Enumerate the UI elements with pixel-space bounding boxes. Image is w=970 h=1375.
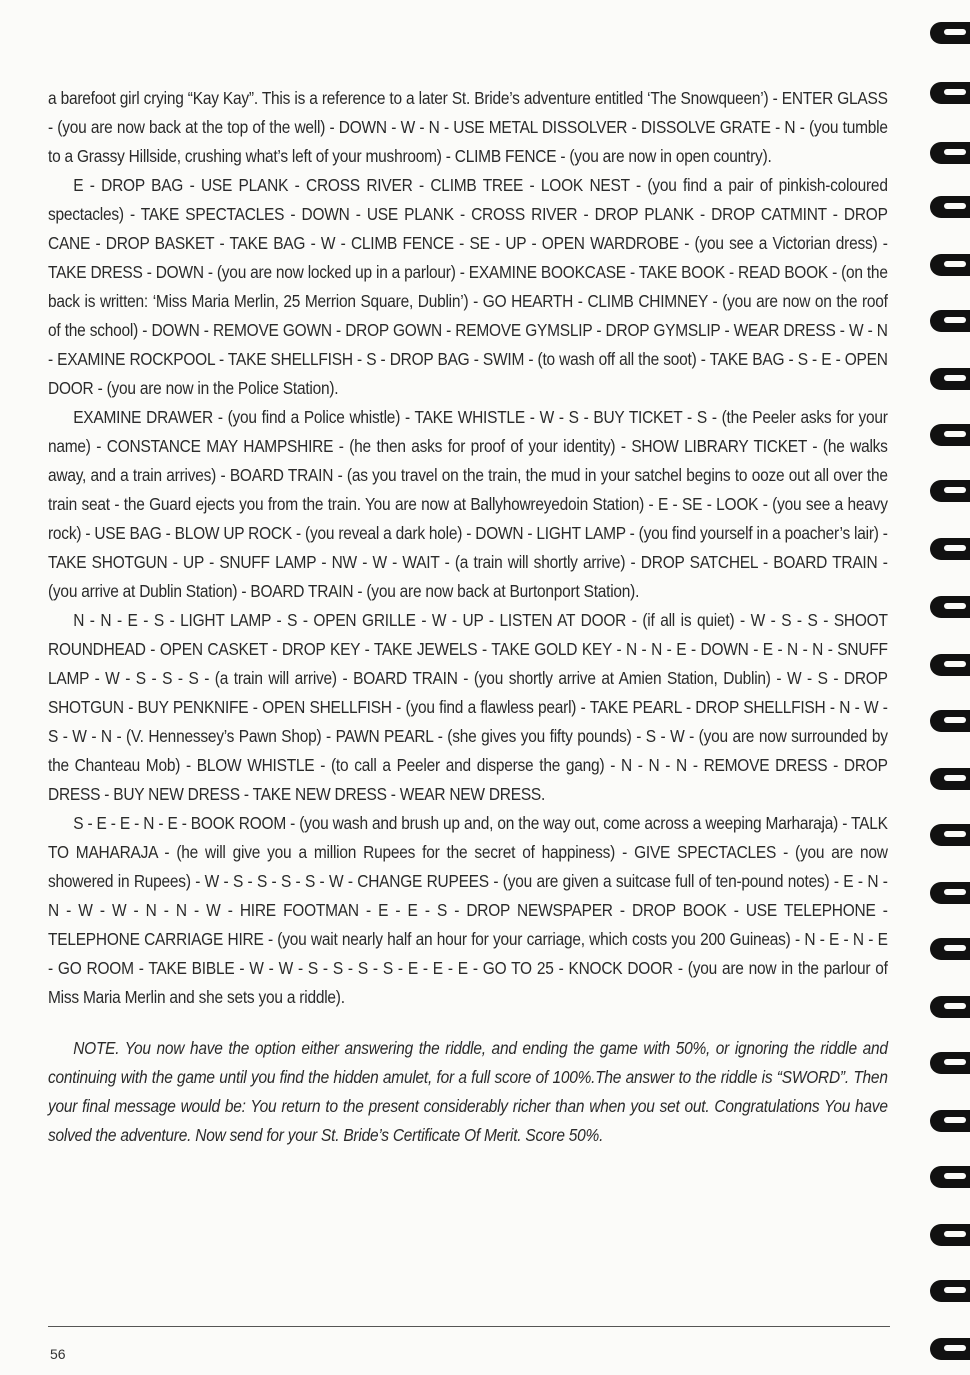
footer-rule	[48, 1326, 890, 1327]
paragraph-3: EXAMINE DRAWER - (you find a Police whistle) - TAKE WHISTLE - W - S - BUY TICKET - S - (the Peeler asks for your name) - CONSTANCE MAY HAMPSHIRE - (he then asks for proof of your identity) - SHOW LIBRARY TICKET - (he walks away, and a train arrives) - BOARD TRAIN - (as you travel on the train, the mud in your satchel begins to ooze out all over the train seat - the Guard ejects you from the train. You are now at Ballyhowreyedoin Station) - E - SE - LOOK - (you see a heavy rock) - USE BAG - BLOW UP ROCK - (you reveal a dark hole) - DOWN - LIGHT LAMP - (you find yourself in a poacher’s lair) - TAKE SHOTGUN - UP - SNUFF LAMP - NW - W - WAIT - (a train will shortly arrive) - DROP SATCHEL - BOARD TRAIN - (you arrive at Dublin Station) - BOARD TRAIN - (you are now back at Burtonport Station).	[48, 407, 888, 601]
binding-ring	[930, 1052, 970, 1074]
binding-ring	[930, 938, 970, 960]
binding-ring	[930, 1338, 970, 1360]
paragraph-1: a barefoot girl crying “Kay Kay”. This is a reference to a later St. Bride’s adventure entitled ‘The Snowqueen’) - ENTER GLASS - (you are now back at the top of the well) - DOWN - W - N - USE METAL DISSOLVER - DISSOLVE GRATE - N - (you tumble to a Grassy Hillside, crushing what’s left of your mushroom) - CLIMB FENCE - (you are now in open country).	[48, 88, 888, 166]
binding-ring	[930, 596, 970, 618]
binding-ring	[930, 824, 970, 846]
page-body	[48, 84, 888, 1150]
binding-ring	[930, 310, 970, 332]
binding-ring	[930, 142, 970, 164]
binding-ring	[930, 1166, 970, 1188]
binding-ring	[930, 710, 970, 732]
binding-ring	[930, 654, 970, 676]
binding-ring	[930, 1224, 970, 1246]
paragraph-4: N - N - E - S - LIGHT LAMP - S - OPEN GRILLE - W - UP - LISTEN AT DOOR - (if all is quiet) - W - S - S - SHOOT ROUNDHEAD - OPEN CASKET - DROP KEY - TAKE JEWELS - TAKE GOLD KEY - N - N - E - DOWN - E - N - N - SNUFF LAMP - W - S - S - S - (a train will arrive) - BOARD TRAIN - (you shortly arrive at Amien Station, Dublin) - W - S - DROP SHOTGUN - BUY PENKNIFE - OPEN SHELLFISH - (you find a flawless pearl) - TAKE PEARL - DROP SHELLFISH - N - W - S - W - N - (V. Hennessey’s Pawn Shop) - PAWN PEARL - (she gives you fifty pounds) - S - W - (you are now surrounded by the Chanteau Mob) - BLOW WHISTLE - (to call a Peeler and disperse the gang) - N - N - N - REMOVE DRESS - DROP DRESS - BUY NEW DRESS - TAKE NEW DRESS - WEAR NEW DRESS.	[48, 610, 888, 804]
binding-ring	[930, 196, 970, 218]
binding-ring	[930, 996, 970, 1018]
binding-ring	[930, 538, 970, 560]
spiral-binding	[926, 0, 970, 1375]
note-paragraph: NOTE. You now have the option either answering the riddle, and ending the game with 50%, or ignoring the riddle and continuing with the game until you find the hidden amulet, for a full score of 100%.The answer to the riddle is “SWORD”. Then your final message would be: You return to the present considerably richer than when you set out. Congratulations You have solved the adventure. Now send for your St. Bride’s Certificate Of Merit. Score 50%.	[48, 1038, 888, 1145]
binding-ring	[930, 1110, 970, 1132]
paragraph-5: S - E - E - N - E - BOOK ROOM - (you wash and brush up and, on the way out, come across a weeping Marharaja) - TALK TO MAHARAJA - (he will give you a million Rupees for the secret of happiness) - GIVE SPECTACLES - (you are now showered in Rupees) - W - S - S - S - S - W - CHANGE RUPEES - (you are given a suitcase full of ten-pound notes) - E - N - N - W - W - N - N - W - HIRE FOOTMAN - E - E - S - DROP NEWSPAPER - DROP BOOK - USE TELEPHONE - TELEPHONE CARRIAGE HIRE - (you wait nearly half an hour for your carriage, which costs you 200 Guineas) - N - E - N - E - GO ROOM - TAKE BIBLE - W - W - S - S - S - S - E - E - E - GO TO 25 - KNOCK DOOR - (you are now in the parlour of Miss Maria Merlin and she sets you a riddle).	[48, 813, 888, 1007]
binding-ring	[930, 882, 970, 904]
binding-ring	[930, 424, 970, 446]
binding-ring	[930, 254, 970, 276]
binding-ring	[930, 368, 970, 390]
binding-ring	[930, 768, 970, 790]
binding-ring	[930, 82, 970, 104]
page-number: 56	[50, 1346, 66, 1362]
binding-ring	[930, 22, 970, 44]
binding-ring	[930, 1280, 970, 1302]
paragraph-2: E - DROP BAG - USE PLANK - CROSS RIVER - CLIMB TREE - LOOK NEST - (you find a pair of pinkish-coloured spectacles) - TAKE SPECTACLES - DOWN - USE PLANK - CROSS RIVER - DROP PLANK - DROP CATMINT - DROP CANE - DROP BASKET - TAKE BAG - W - CLIMB FENCE - SE - UP - OPEN WARDROBE - (you see a Victorian dress) - TAKE DRESS - DOWN - (you are now locked up in a parlour) - EXAMINE BOOKCASE - TAKE BOOK - READ BOOK - (on the back is written: ‘Miss Maria Merlin, 25 Merrion Square, Dublin’) - GO HEARTH - CLIMB CHIMNEY - (you are now on the roof of the school) - DOWN - REMOVE GOWN - DROP GOWN - REMOVE GYMSLIP - DROP GYMSLIP - WEAR DRESS - W - N - EXAMINE ROCKPOOL - TAKE SHELLFISH - S - DROP BAG - SWIM - (to wash off all the soot) - TAKE BAG - S - E - OPEN DOOR - (you are now in the Police Station).	[48, 175, 888, 398]
binding-ring	[930, 480, 970, 502]
